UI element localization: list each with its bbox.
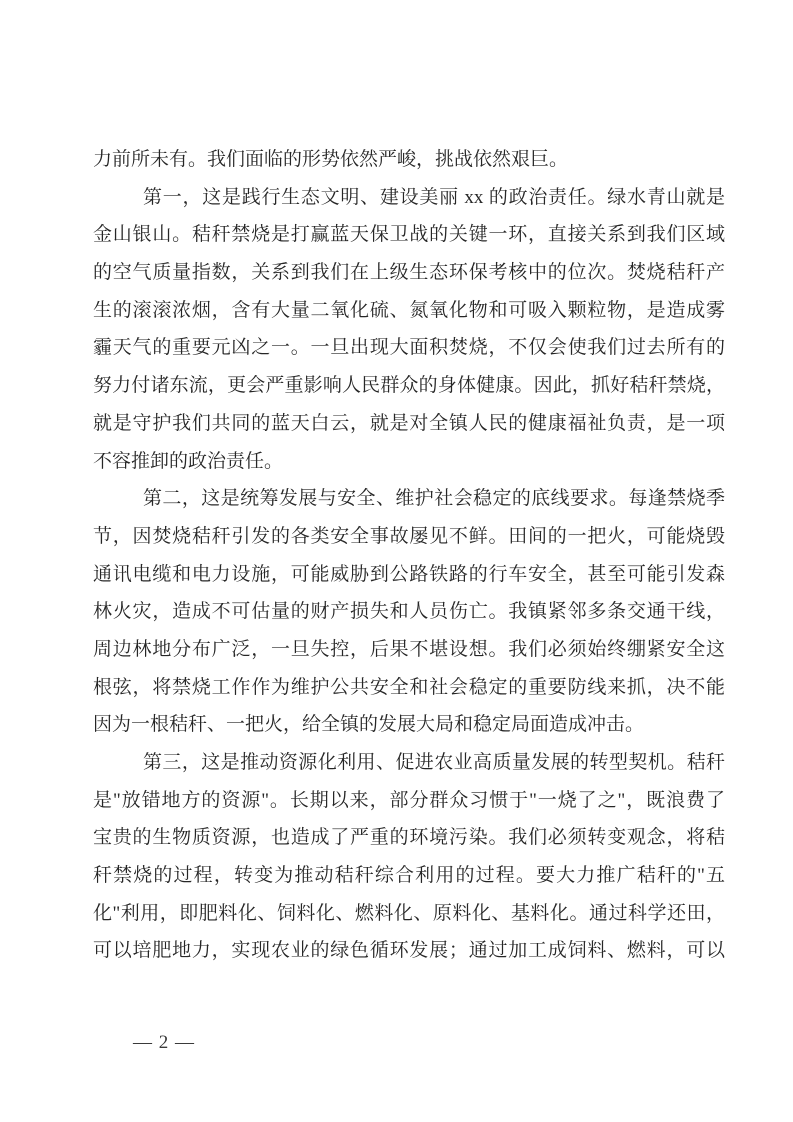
- document-body: [93, 141, 725, 970]
- text-line: 第一，这是践行生态文明、建设美丽 xx 的政治责任。绿水青山就是: [143, 186, 725, 208]
- paragraph-point-1: [93, 179, 725, 481]
- text-line: 的空气质量指数，关系到我们在上级生态环保考核中的位次。焚烧秸秆产: [93, 262, 725, 284]
- text-line: 力前所未有。我们面临的形势依然严峻，挑战依然艰巨。: [93, 149, 569, 170]
- paragraph-point-3: [93, 744, 725, 970]
- text-line: 通讯电缆和电力设施，可能威胁到公路铁路的行车安全，甚至可能引发森: [93, 563, 725, 585]
- page-number: — 2 —: [133, 1032, 195, 1053]
- text-line: 宝贵的生物质资源，也造成了严重的环境污染。我们必须转变观念，将秸: [93, 827, 725, 849]
- text-line: 努力付诸东流，更会严重影响人民群众的身体健康。因此，抓好秸秆禁烧，: [93, 375, 725, 397]
- text-line: 第二，这是统筹发展与安全、维护社会稳定的底线要求。每逢禁烧季: [143, 488, 725, 510]
- text-line: 不容推卸的政治责任。: [93, 450, 284, 472]
- text-line: 秆禁烧的过程，转变为推动秸秆综合利用的过程。要大力推广秸秆的"五: [93, 865, 725, 887]
- text-line: 金山银山。秸秆禁烧是打赢蓝天保卫战的关键一环，直接关系到我们区域: [93, 224, 725, 246]
- text-line: 周边林地分布广泛，一旦失控，后果不堪设想。我们必须始终绷紧安全这: [93, 638, 725, 660]
- text-line: 就是守护我们共同的蓝天白云，就是对全镇人民的健康福祉负责，是一项: [93, 412, 725, 434]
- text-line: 可以培肥地力，实现农业的绿色循环发展；通过加工成饲料、燃料，可以: [93, 940, 725, 962]
- text-line: 生的滚滚浓烟，含有大量二氧化硫、氮氧化物和可吸入颗粒物，是造成雾: [93, 299, 725, 321]
- text-line: 霾天气的重要元凶之一。一旦出现大面积焚烧，不仅会使我们过去所有的: [93, 337, 725, 359]
- text-line: 是"放错地方的资源"。长期以来，部分群众习惯于"一烧了之"，既浪费了: [93, 789, 725, 811]
- text-line: 林火灾，造成不可估量的财产损失和人员伤亡。我镇紧邻多条交通干线，: [93, 601, 725, 623]
- paragraph-continuation: [93, 141, 725, 179]
- page-footer: [133, 1029, 195, 1057]
- text-line: 因为一根秸秆、一把火，给全镇的发展大局和稳定局面造成冲击。: [93, 714, 645, 736]
- text-line: 化"利用，即肥料化、饲料化、燃料化、原料化、基料化。通过科学还田，: [93, 902, 725, 924]
- paragraph-point-2: [93, 480, 725, 744]
- text-line: 根弦，将禁烧工作作为维护公共安全和社会稳定的重要防线来抓，决不能: [93, 676, 725, 698]
- text-line: 节，因焚烧秸秆引发的各类安全事故屡见不鲜。田间的一把火，可能烧毁: [93, 525, 725, 547]
- text-line: 第三，这是推动资源化利用、促进农业高质量发展的转型契机。秸秆: [143, 752, 725, 773]
